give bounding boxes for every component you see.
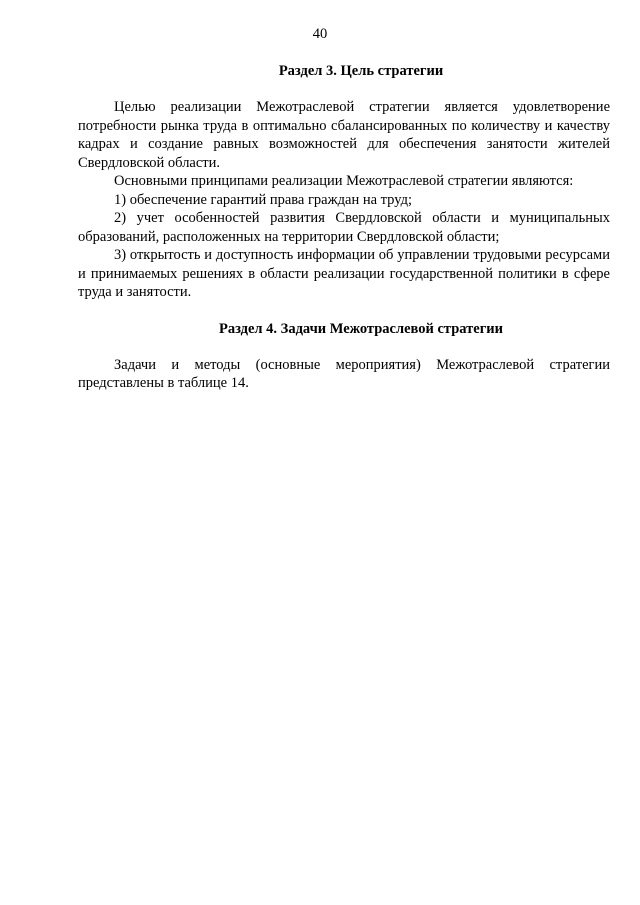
section-3-principle-2: 2) учет особенностей развития Свердловской области и муниципальных образований, расположенных на территории Свердловской области; (78, 210, 610, 245)
section-3-paragraph-goal: Целью реализации Межотраслевой стратегии является удовлетворение потребности рынка труда в оптимально сбалансированных по количеству и качеству кадрах и создание равных возможностей для обеспечения занятости жителей Свердловской области. (78, 99, 610, 171)
section-3-paragraph-principles-intro: Основными принципами реализации Межотраслевой стратегии являются: (114, 173, 574, 189)
section-3-principle-1: 1) обеспечение гарантий права граждан на труд; (114, 191, 412, 208)
section-4-heading: Раздел 4. Задачи Межотраслевой стратегии (218, 320, 504, 337)
section-3-principle-3: 3) открытость и доступность информации об управлении трудовыми ресурсами и принимаемых решениях в области реализации государственной политики в сфере труда и занятости. (78, 247, 610, 300)
document-body (78, 62, 610, 393)
section-3-heading: Раздел 3. Цель стратегии (278, 63, 444, 79)
section-4-paragraph-tasks: Задачи и методы (основные мероприятия) Межотраслевой стратегии представлены в таблице 14. (78, 356, 610, 391)
page-number: 40 (312, 26, 328, 42)
